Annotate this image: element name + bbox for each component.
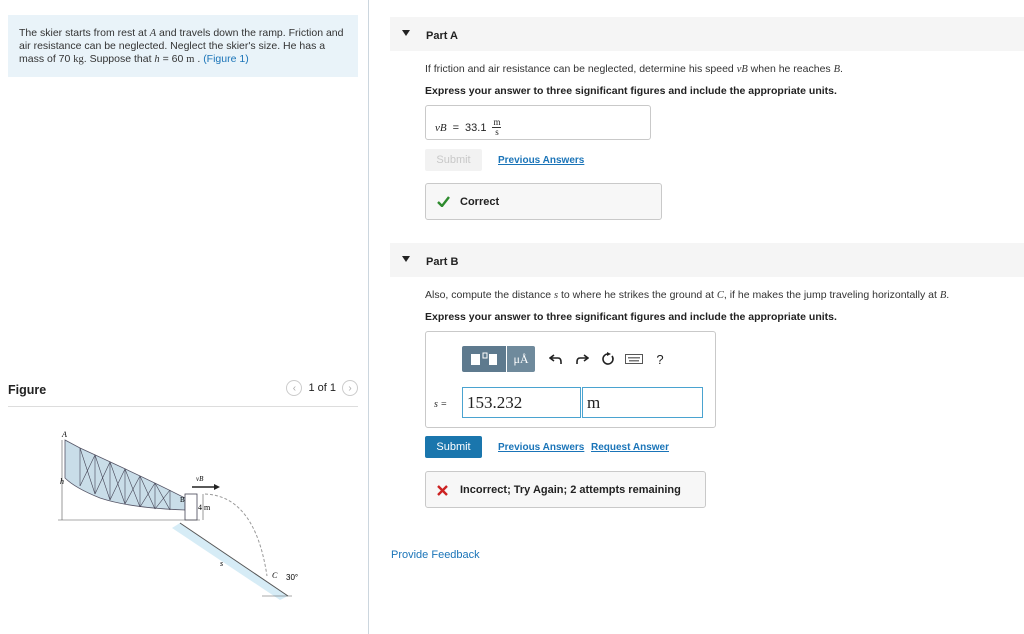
x-icon [437,485,448,496]
part-b-feedback [425,471,706,508]
part-a-question: If friction and air resistance can be neglected, determine his speed vB when he reaches B. [425,63,843,75]
templates-icon [469,351,499,367]
redo-icon[interactable] [569,346,595,372]
problem-text: and travels down the ramp. Friction and air resistance can be neglected. Neglect the skier's size. He has a mass of 70 [19,27,344,65]
part-b-input-panel [425,331,716,428]
label-s: s [220,559,224,568]
prev-figure-button[interactable]: ‹ [286,380,302,396]
math-toolbar [462,346,673,372]
label-4m: 4 m [198,503,211,512]
keyboard-icon[interactable] [621,346,647,372]
templates-button[interactable] [462,346,506,372]
provide-feedback-link[interactable]: Provide Feedback [391,549,480,561]
problem-text: The skier starts from rest at [19,27,150,39]
velocity-arrow-head [214,484,220,490]
answer-unit: $\frac{m}{s}$ [493,117,501,137]
platform-b [185,494,197,520]
part-b-header[interactable] [390,243,1024,277]
units-button[interactable]: μÅ [507,346,535,372]
correct-text: Correct [460,196,500,208]
part-a-feedback [425,183,662,220]
part-a-previous-answers-link[interactable]: Previous Answers [498,155,585,166]
request-answer-link[interactable]: Request Answer [591,442,669,453]
label-angle: 30° [286,573,299,582]
label-h: h [60,477,64,486]
answer-eq: = [452,121,460,134]
label-vb: vB [196,475,204,483]
pager-text: 1 of 1 [308,382,336,394]
caret-down-icon[interactable] [402,30,410,36]
figure-header [8,380,358,407]
unit-input[interactable]: m [582,387,703,418]
caret-down-icon[interactable] [402,256,410,262]
reset-icon[interactable] [595,346,621,372]
unit-m: m [186,54,195,65]
unit-kg: kg [73,54,84,65]
figure-title: Figure [8,383,47,397]
label-a: A [62,430,67,439]
part-b-label: Part B [426,256,459,268]
part-b-question: Also, compute the distance s to where he strikes the ground at C, if he makes the jump traveling horizontally at B. [425,289,950,301]
part-a-label: Part A [426,30,458,42]
part-b-submit-button[interactable]: Submit [425,436,482,458]
part-b-instruction: Express your answer to three significant figures and include the appropriate units. [425,311,837,323]
problem-text: . Suppose that [83,53,155,65]
problem-text: . [194,53,204,65]
value-input[interactable]: 153.232 [462,387,581,418]
answer-value: 33.1 [465,121,487,134]
var-a: A [149,28,157,39]
next-figure-button[interactable]: › [342,380,358,396]
checkmark-icon [437,196,450,207]
s-field-label: s = [434,399,448,410]
part-a-answer-box [425,105,651,140]
label-b: B [180,496,185,504]
part-a-header[interactable] [390,17,1024,51]
part-b-previous-answers-link[interactable]: Previous Answers [498,442,585,453]
column-divider [368,0,369,634]
part-a-submit-button[interactable]: Submit [425,149,482,171]
figure-link[interactable]: (Figure 1) [203,53,249,65]
problem-statement [8,15,358,77]
figure-pager [286,380,358,396]
landing-slope-fill [172,523,288,600]
landing-slope-line [180,523,288,596]
ski-ramp-figure [40,428,310,603]
problem-text: = 60 [159,53,187,65]
undo-icon[interactable] [543,346,569,372]
label-c: C [272,571,278,580]
answer-var: vB [435,121,447,134]
help-icon[interactable]: ? [656,351,664,367]
incorrect-text: Incorrect; Try Again; 2 attempts remaining [460,484,681,496]
var-h: h [154,54,160,65]
part-a-instruction: Express your answer to three significant figures and include the appropriate units. [425,85,837,97]
